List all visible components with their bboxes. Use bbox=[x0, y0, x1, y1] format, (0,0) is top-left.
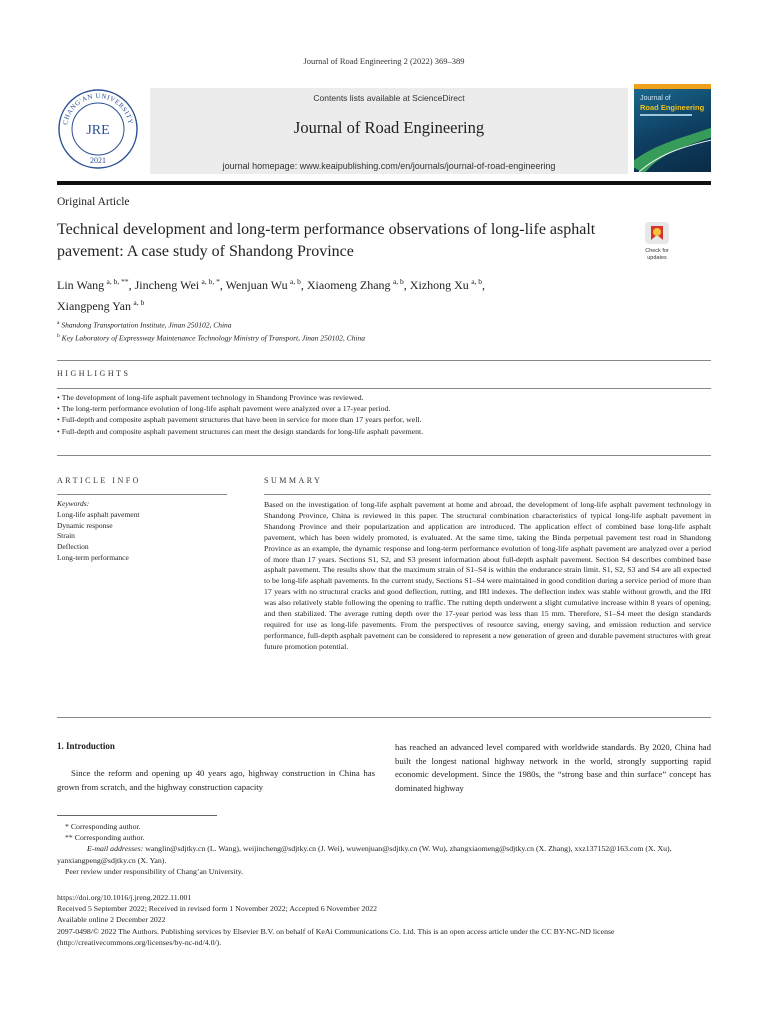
contents-available[interactable]: Contents lists available at ScienceDirect bbox=[313, 93, 465, 103]
journal-title: Journal of Road Engineering bbox=[293, 118, 485, 137]
affiliation-sup: b bbox=[57, 332, 60, 339]
license-statement: 2097-0498/© 2022 The Authors. Publishing services by Elsevier B.V. on behalf of KeAi Communications Co. Ltd. This is an open access article under the CC BY-NC-ND license (http://creativecommons.org/licenses/by-nc-nd/4.0/). bbox=[57, 926, 615, 947]
author-name[interactable]: Jincheng Wei bbox=[134, 278, 200, 292]
received-dates: Received 5 September 2022; Received in revised form 1 November 2022; Accepted 6 November 2022 bbox=[57, 904, 378, 914]
keywords-block bbox=[57, 499, 227, 564]
cover-title-line1: Journal of bbox=[640, 95, 671, 102]
author-affil-sup: a, b bbox=[133, 298, 145, 307]
chang-an-university-jre-logo bbox=[57, 88, 139, 170]
author-affil-sup: a, b bbox=[290, 277, 301, 286]
introduction-column-left: Since the reform and opening up 40 years ago, highway construction in China has grown from scratch, and the highway construction capacity bbox=[57, 768, 375, 792]
affiliation-text: Key Laboratory of Expressway Maintenance Technology Ministry of Transport, Jinan 250102, China bbox=[61, 333, 366, 342]
affiliations bbox=[57, 318, 365, 343]
peer-review-note: Peer review under responsibility of Chang’an University. bbox=[65, 866, 244, 876]
highlight-item: • The development of long-life asphalt pavement technology in Shandong Province was reviewed. bbox=[57, 392, 711, 403]
author-affil-sup: a, b, * bbox=[201, 277, 220, 286]
keyword-item: Long-life asphalt pavement bbox=[57, 509, 140, 519]
author-affil-sup: a, b, ** bbox=[106, 277, 129, 286]
logo-ring-text: CHANG'AN UNIVERSITY bbox=[62, 92, 134, 126]
journal-homepage-link[interactable]: journal homepage: www.keaipublishing.com/en/journals/journal-of-road-engineering bbox=[222, 161, 556, 171]
masthead-banner bbox=[150, 88, 628, 174]
section-rule bbox=[57, 388, 711, 389]
author-name[interactable]: Lin Wang bbox=[57, 278, 105, 292]
cover-title-line2: Road Engineering bbox=[640, 103, 705, 112]
logo-jre-text: JRE bbox=[86, 123, 110, 138]
keyword-item: Dynamic response bbox=[57, 520, 113, 530]
author-name[interactable]: Xiangpeng Yan bbox=[57, 299, 131, 313]
summary-rule bbox=[264, 494, 711, 495]
publication-info bbox=[57, 892, 711, 948]
keyword-item: Long-term performance bbox=[57, 552, 129, 562]
summary-text: Based on the investigation of long-life asphalt pavement at home and abroad, the development of long-life asphalt pavement technology in Shandong Province, China is reviewed in this paper. The structural combination characteristics of typical long-life asphalt pavement in Shandong Province and their popularization and application are introduced. The application effect of combined base long-life asphalt pavement, which has been widely promoted, is evaluated. At the same time, taking the Binda perpetual pavement test road in Shandong Province as an example, the dynamic response and long-term performance evolution of long-life asphalt pavement are analyzed over a period of more than 17 years. Sections S1, S2, and S3 present information about full-depth asphalt pavement. Section S4 describes combined base asphalt pavement. The results show that the maximum strain of S1–S4 is within the endurance strain limit. S1, S2, S3 and S4 are all expected to be long-life asphalt pavements. In the current study, Sections S1–S4 were maintained in good condition during a service period of more than 17 years with no structural cracks and good deflection, rutting, and IRI indexes. The deflection index was stable without growth, and the IRI was also relatively stable following the opening to traffic. The rutting depth underwent a slight cumulative increase within 8 years of opening, and then stabilized. The average rutting depth over the 17-year period was less than 15 mm. Therefore, S1–S4 meet the design standards required for use as long-life pavements. From the perspectives of resource saving, energy saving, and emission reduction and service performance, full-depth asphalt pavement can be considered to represent a new generation of green and durable pavement structures with great future promotion potential. bbox=[264, 500, 711, 651]
available-online: Available online 2 December 2022 bbox=[57, 915, 166, 925]
section-rule bbox=[57, 455, 711, 456]
summary-label: SUMMARY bbox=[264, 476, 323, 485]
article-type: Original Article bbox=[57, 196, 130, 208]
masthead-rule bbox=[57, 181, 711, 185]
keyword-item: Strain bbox=[57, 531, 75, 541]
highlight-item: • The long-term performance evolution of long-life asphalt pavement were analyzed over a 17-year period. bbox=[57, 403, 711, 414]
highlight-item: • Full-depth and composite asphalt pavement structures that have been in service for more than 17 years perfor, well. bbox=[57, 414, 711, 425]
corresponding-author-note: * Corresponding author. bbox=[65, 822, 141, 831]
highlights-list bbox=[57, 392, 711, 437]
affiliation-sup: a bbox=[57, 320, 60, 326]
article-info-rule bbox=[57, 494, 227, 495]
article-info-label: ARTICLE INFO bbox=[57, 476, 141, 485]
corresponding-author-note: ** Corresponding author. bbox=[65, 833, 145, 843]
email-list[interactable]: wanglin@sdjtky.cn (L. Wang), weijincheng@sdjtky.cn (J. Wei), wuwenjuan@sdjtky.cn (W. Wu), zhangxiaomeng@sdjtky.cn (X. Zhang), xxz137152@163.com (X. Xu), yanxiangpeng@sdjtky.cn (X. Yan). bbox=[57, 844, 672, 865]
author-name[interactable]: Xiaomeng Zhang bbox=[306, 278, 391, 292]
author-name[interactable]: Wenjuan Wu bbox=[225, 278, 288, 292]
email-label: E-mail addresses: bbox=[87, 844, 144, 854]
check-for-updates-badge[interactable] bbox=[637, 222, 677, 262]
summary-bottom-rule bbox=[57, 717, 711, 718]
section-rule bbox=[57, 360, 711, 361]
author-affil-sup: a, b bbox=[392, 277, 404, 286]
affiliation-text: Shandong Transportation Institute, Jinan 250102, China bbox=[61, 320, 232, 330]
highlight-item: • Full-depth and composite asphalt pavement structures can meet the design standards for long-life asphalt pavement. bbox=[57, 426, 711, 437]
doi-link[interactable]: https://doi.org/10.1016/j.jreng.2022.11.001 bbox=[57, 893, 192, 902]
highlights-label: HIGHLIGHTS bbox=[57, 369, 131, 378]
email-addresses bbox=[57, 843, 711, 865]
journal-masthead bbox=[57, 84, 711, 180]
logo-year-text: 2021 bbox=[90, 156, 106, 165]
journal-cover-image bbox=[634, 84, 711, 172]
keywords-heading: Keywords: bbox=[57, 499, 90, 508]
running-head: Journal of Road Engineering 2 (2022) 369–389 bbox=[303, 56, 465, 66]
cover-road-graphic bbox=[634, 84, 711, 172]
introduction-column-right: has reached an advanced level compared with worldwide standards. By 2020, China had built the longest national highway network in the world, strongly supporting rapid economic development. Since the 1980s, the “strong base and thin surface” concept has dominated highway bbox=[395, 742, 711, 793]
affiliation-item bbox=[57, 331, 365, 344]
footnote-rule bbox=[57, 815, 217, 816]
affiliation-item bbox=[57, 318, 365, 331]
author-name[interactable]: Xizhong Xu bbox=[409, 278, 469, 292]
article-title: Technical development and long-term performance observations of long-life asphalt pavement: A case study of Shandong Province bbox=[57, 221, 596, 260]
crossmark-line2: updates bbox=[647, 255, 667, 261]
author-affil-sup: a, b bbox=[471, 277, 483, 286]
crossmark-line1: Check for bbox=[645, 248, 669, 254]
introduction-heading: 1. Introduction bbox=[57, 741, 115, 751]
footnotes bbox=[57, 821, 711, 877]
keyword-item: Deflection bbox=[57, 542, 89, 552]
author-list: Lin Wang $^{a, b, **}$, Jincheng Wei $^{a, b, *}$, Wenjuan Wu $^{a, b}$, Xiaomeng Zhang $^{a, b}$, Xizhong Xu $^{a, b}$, Xiangpeng Yan $^{a, b}$ bbox=[57, 277, 486, 313]
